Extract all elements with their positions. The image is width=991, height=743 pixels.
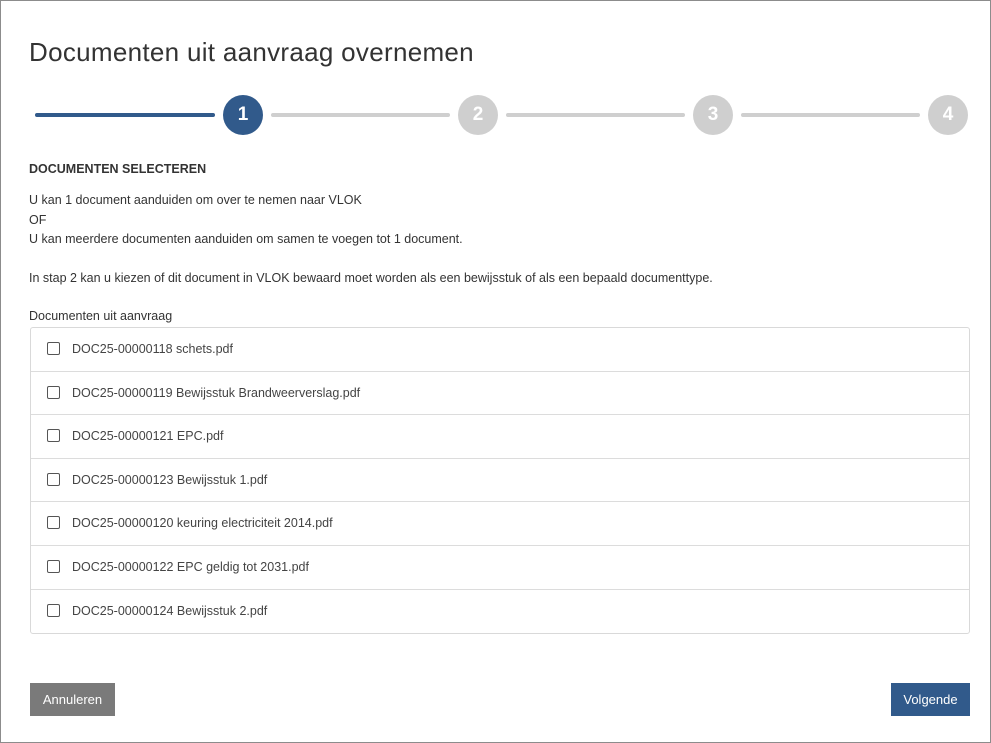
document-checkbox[interactable]	[47, 386, 60, 399]
document-name: DOC25-00000123 Bewijsstuk 1.pdf	[72, 472, 268, 487]
document-checkbox[interactable]	[47, 342, 60, 355]
document-name: DOC25-00000124 Bewijsstuk 2.pdf	[72, 603, 268, 618]
document-checkbox[interactable]	[47, 604, 60, 617]
document-checkbox[interactable]	[47, 516, 60, 529]
document-checkbox[interactable]	[47, 473, 60, 486]
list-item	[31, 459, 969, 503]
list-item	[31, 546, 969, 590]
document-name: DOC25-00000119 Bewijsstuk Brandweerverslag.pdf	[72, 385, 361, 400]
stepper	[1, 93, 991, 137]
document-checkbox[interactable]	[47, 560, 60, 573]
step-3[interactable]: 3	[693, 95, 733, 135]
step-2[interactable]: 2	[458, 95, 498, 135]
stepper-line	[741, 113, 920, 117]
list-item	[31, 328, 969, 372]
step-1[interactable]: 1	[223, 95, 263, 135]
document-name: DOC25-00000118 schets.pdf	[72, 342, 233, 356]
instruction-line: OF	[29, 212, 47, 227]
documents-list-label: Documenten uit aanvraag	[29, 309, 173, 323]
instruction-line: U kan meerdere documenten aanduiden om samen te voegen tot 1 document.	[29, 232, 463, 247]
step-4[interactable]: 4	[928, 95, 968, 135]
stepper-line	[271, 113, 450, 117]
instruction-line: U kan 1 document aanduiden om over te nemen naar VLOK	[29, 193, 362, 207]
instructions	[29, 191, 713, 289]
dialog-title: Documenten uit aanvraag overnemen	[29, 37, 474, 67]
documents-list	[30, 327, 970, 634]
instruction-line	[29, 250, 713, 270]
list-item	[31, 415, 969, 459]
stepper-progress-line	[35, 113, 215, 117]
document-name: DOC25-00000122 EPC geldig tot 2031.pdf	[72, 559, 309, 574]
document-name: DOC25-00000120 keuring electriciteit 2014.pdf	[72, 516, 333, 531]
cancel-button[interactable]: Annuleren	[30, 683, 115, 716]
document-name: DOC25-00000121 EPC.pdf	[72, 429, 224, 444]
next-button[interactable]: Volgende	[891, 683, 970, 716]
list-item	[31, 590, 969, 634]
list-item	[31, 502, 969, 546]
instruction-line: In stap 2 kan u kiezen of dit document in VLOK bewaard moet worden als een bewijsstuk of als een bepaald documenttype.	[29, 271, 713, 286]
section-title: DOCUMENTEN SELECTEREN	[29, 162, 207, 176]
stepper-line	[506, 113, 685, 117]
list-item	[31, 372, 969, 416]
document-checkbox[interactable]	[47, 429, 60, 442]
